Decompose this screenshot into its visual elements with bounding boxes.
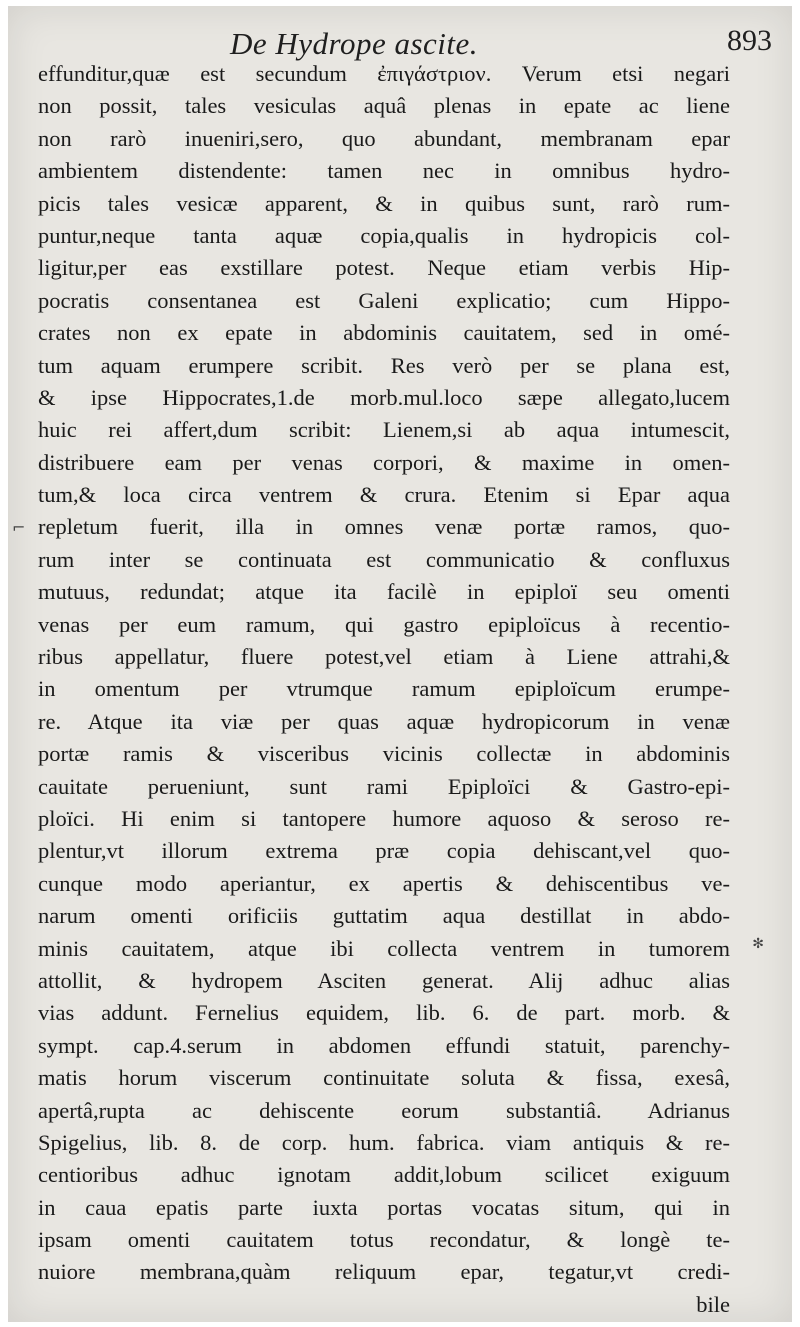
text-line: mutuus, redundat; atque ita facilè in epiploï seu omenti <box>38 579 730 605</box>
text-line: portæ ramis & visceribus vicinis collectæ in abdominis <box>38 741 730 767</box>
text-line: tum,& loca circa ventrem & crura. Etenim si Epar aqua <box>38 482 730 508</box>
text-line: cauitate perueniunt, sunt rami Epiploïci & Gastro-epi- <box>38 773 730 799</box>
catchword: bile <box>696 1291 730 1317</box>
text-line: cunque modo aperiantur, ex apertis & dehiscentibus ve- <box>38 870 730 896</box>
text-line: in omentum per vtrumque ramum epiploïcum erumpe- <box>38 676 730 702</box>
text-line: Spigelius, lib. 8. de corp. hum. fabrica. viam antiquis & re- <box>38 1129 730 1155</box>
text-line: puntur,neque tanta aquæ copia,qualis in hydropicis col- <box>38 222 730 248</box>
text-line: repletum fuerit, illa in omnes venæ portæ ramos, quo- <box>38 514 730 540</box>
page-header <box>8 18 792 62</box>
text-line: pocratis consentanea est Galeni explicatio; cum Hippo- <box>38 287 730 313</box>
text-line: nuiore membrana,quàm reliquum epar, tegatur,vt credi- <box>38 1259 730 1285</box>
book-page <box>8 6 792 1322</box>
ink-speck: ✻ <box>752 936 764 952</box>
text-line: ribus appellatur, fluere potest,vel etiam à Liene attrahi,& <box>38 644 730 670</box>
text-line: vias addunt. Fernelius equidem, lib. 6. de part. morb. & <box>38 1000 730 1026</box>
text-line: narum omenti orificiis guttatim aqua destillat in abdo- <box>38 903 730 929</box>
text-line: re. Atque ita viæ per quas aquæ hydropicorum in venæ <box>38 708 730 734</box>
text-line: distribuere eam per venas corpori, & maxime in omen- <box>38 449 730 475</box>
text-line: & ipse Hippocrates,1.de morb.mul.loco sæpe allegato,lucem <box>38 384 730 410</box>
body-text <box>38 58 730 1321</box>
text-line: centioribus adhuc ignotam addit,lobum scilicet exiguum <box>38 1162 730 1188</box>
text-line: huic rei affert,dum scribit: Lienem,si ab aqua intumescit, <box>38 417 730 443</box>
text-line: matis horum viscerum continuitate soluta & fissa, exesâ, <box>38 1065 730 1091</box>
text-line: picis tales vesicæ apparent, & in quibus sunt, rarò rum- <box>38 190 730 216</box>
running-title: De Hydrope ascite. <box>230 26 479 61</box>
text-line: apertâ,rupta ac dehiscente eorum substantiâ. Adrianus <box>38 1097 730 1123</box>
text-line: tum aquam erumpere scribit. Res verò per se plana est, <box>38 352 730 378</box>
text-line: ambientem distendente: tamen nec in omnibus hydro- <box>38 158 730 184</box>
text-line: minis cauitatem, atque ibi collecta ventrem in tumorem <box>38 935 730 961</box>
text-line: ploïci. Hi enim si tantopere humore aquoso & seroso re- <box>38 805 730 831</box>
margin-mark: ⌐ <box>12 518 26 537</box>
text-line: crates non ex epate in abdominis cauitatem, sed in omé- <box>38 320 730 346</box>
text-line: non possit, tales vesiculas aquâ plenas in epate ac liene <box>38 93 730 119</box>
text-line: venas per eum ramum, qui gastro epiploïcus à recentio- <box>38 611 730 637</box>
text-line: attollit, & hydropem Asciten generat. Alij adhuc alias <box>38 967 730 993</box>
text-line: plentur,vt illorum extrema præ copia dehiscant,vel quo- <box>38 838 730 864</box>
text-line: in caua epatis parte iuxta portas vocatas situm, qui in <box>38 1194 730 1220</box>
text-line: non rarò inueniri,sero, quo abundant, membranam epar <box>38 125 730 151</box>
page-number: 893 <box>727 24 772 57</box>
text-line: sympt. cap.4.serum in abdomen effundi statuit, parenchy- <box>38 1032 730 1058</box>
text-line: effunditur,quæ est secundum ἐπιγάστριον. Verum etsi negari <box>38 61 730 86</box>
text-line: ligitur,per eas exstillare potest. Neque etiam verbis Hip- <box>38 255 730 281</box>
text-line: rum inter se continuata est communicatio & confluxus <box>38 546 730 572</box>
text-line: ipsam omenti cauitatem totus recondatur, & longè te- <box>38 1227 730 1253</box>
